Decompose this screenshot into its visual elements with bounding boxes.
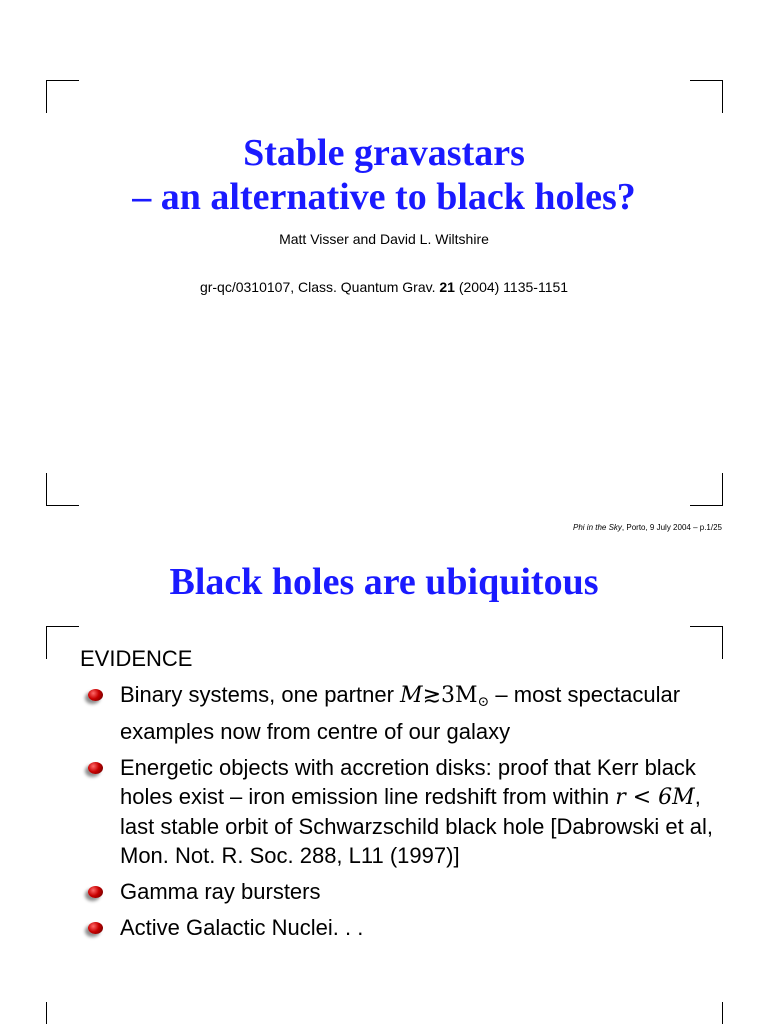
citation: [0, 279, 768, 295]
footer-event: Phi in the Sky: [573, 523, 622, 532]
item-text: , last stable orbit of Schwarzschild black hole [Dabrowski et al, Mon. Not. R. Soc. 288, L11 (1997)]: [120, 784, 714, 868]
list-item: [86, 913, 716, 942]
corner-mark-top-right: [690, 626, 723, 659]
bullet-icon: [88, 762, 103, 774]
item-text: Binary systems, one partner: [120, 682, 394, 707]
authors: Matt Visser and David L. Wiltshire: [279, 231, 489, 247]
math-var: M: [400, 683, 423, 708]
evidence-list: [86, 680, 716, 949]
slide-title: Black holes are ubiquitous: [169, 561, 599, 603]
list-item: [86, 877, 716, 906]
list-item: [86, 753, 716, 870]
footer-info: , Porto, 9 July 2004 – p.1/25: [621, 523, 722, 532]
bullet-icon: [88, 922, 103, 934]
corner-mark-bottom-left: [46, 1002, 79, 1024]
slide-title: [0, 131, 768, 219]
math-mass: 3M: [441, 683, 478, 708]
item-text: Active Galactic Nuclei. . .: [120, 915, 364, 940]
section-heading: EVIDENCE: [80, 646, 193, 671]
list-item: [86, 680, 716, 746]
corner-mark-bottom-right: [690, 473, 723, 506]
sun-symbol: ⊙: [477, 694, 490, 710]
citation-volume: 21: [439, 279, 455, 295]
item-text: Energetic objects with accretion disks: proof that Kerr black holes exist – iron emission line redshift from within: [120, 755, 696, 809]
corner-mark-bottom-left: [46, 473, 79, 506]
title-line-1: Stable gravastars: [243, 132, 525, 174]
corner-mark-top-left: [46, 626, 79, 659]
slide-footer: [573, 523, 722, 532]
citation-journal: gr-qc/0310107, Class. Quantum Grav.: [199, 279, 436, 295]
math-relation: ≳: [422, 683, 441, 708]
corner-mark-top-left: [46, 80, 79, 113]
math-expression: r < 6M: [615, 785, 695, 810]
item-text: Gamma ray bursters: [120, 879, 321, 904]
corner-mark-top-right: [690, 80, 723, 113]
math-inequality: [400, 683, 489, 708]
corner-mark-bottom-right: [690, 1002, 723, 1024]
citation-pages: (2004) 1135-1151: [458, 279, 569, 295]
slide-2: [0, 548, 768, 1024]
bullet-icon: [88, 689, 103, 701]
item-text: – most spectacular examples now from centre of our galaxy: [120, 682, 681, 744]
bullet-icon: [88, 886, 103, 898]
title-line-2: – an alternative to black holes?: [132, 176, 636, 218]
